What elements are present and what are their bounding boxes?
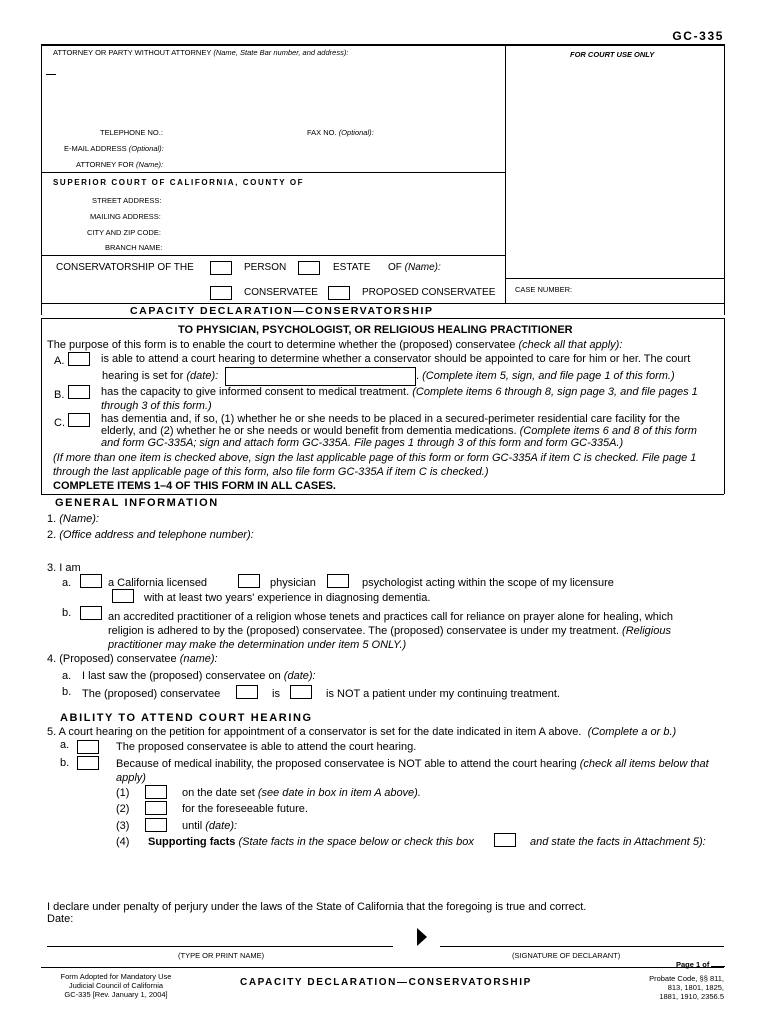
dementia-checkbox[interactable] xyxy=(112,589,134,603)
is-patient-checkbox[interactable] xyxy=(236,685,258,699)
item4b-text: The (proposed) conservatee xyxy=(82,688,221,700)
foreseeable-text: for the foreseeable future. xyxy=(182,803,308,815)
item-a-checkbox[interactable] xyxy=(68,352,90,366)
item2-office: 2. (Office address and telephone number): xyxy=(47,529,254,541)
item4a-label: a. xyxy=(62,670,72,682)
fax-label: FAX NO. (Optional): xyxy=(307,128,374,137)
street-label: STREET ADDRESS: xyxy=(92,196,162,205)
header-right-border xyxy=(724,44,725,315)
to-line: TO PHYSICIAN, PSYCHOLOGIST, OR RELIGIOUS HEALING PRACTITIONER xyxy=(178,324,573,336)
is-text: is xyxy=(272,688,280,700)
not-able-text: Because of medical inability, the proposed conservatee is NOT able to attend the court hearing (check all items below that xyxy=(116,758,709,770)
of-name-label: OF (Name): xyxy=(388,262,441,273)
hearing-date-field[interactable] xyxy=(225,367,416,386)
signature-arrow-icon xyxy=(417,928,427,946)
dementia-text: with at least two years' experience in diagnosing dementia. xyxy=(144,592,431,604)
footer-right-1: Probate Code, §§ 811, xyxy=(649,974,724,983)
physician-text: physician xyxy=(270,577,316,589)
item-c-checkbox[interactable] xyxy=(68,413,90,427)
intro-left-border xyxy=(41,318,42,494)
footer-title: CAPACITY DECLARATION—CONSERVATORSHIP xyxy=(240,977,532,988)
date-set-text: on the date set (see date in box in item A above). xyxy=(182,787,421,799)
footer-left-1: Form Adopted for Mandatory Use xyxy=(60,972,172,981)
declaration-text: I declare under penalty of perjury under the laws of the State of California that the foregoing is true and correct. xyxy=(47,901,587,913)
religious-text3: practitioner may make the determination under item 5 ONLY.) xyxy=(108,639,407,651)
is-not-patient-checkbox[interactable] xyxy=(290,685,312,699)
general-heading: GENERAL INFORMATION xyxy=(55,497,219,509)
item5a-label: a. xyxy=(60,739,70,751)
item-a-hearing: hearing is set for (date): xyxy=(102,370,219,382)
conservatee-checkbox[interactable] xyxy=(210,286,232,300)
item4a-text: I last saw the (proposed) conservatee on (date): xyxy=(82,670,316,682)
item4b-label: b. xyxy=(62,686,72,698)
footer-left-3: GC-335 [Rev. January 1, 2004] xyxy=(64,990,168,999)
item-a-tail: . (Complete item 5, sign, and file page 1 of this form.) xyxy=(416,370,675,382)
item5b-label: b. xyxy=(60,757,70,769)
supporting-facts-text: Supporting facts (State facts in the space below or check this box xyxy=(148,836,474,848)
item5-text: 5. A court hearing on the petition for appointment of a conservator is set for the date indicated in item A above. (Complete a or b.) xyxy=(47,726,677,738)
ability-heading: ABILITY TO ATTEND COURT HEARING xyxy=(60,712,313,724)
item4-label: 4. (Proposed) conservatee (name): xyxy=(47,653,218,665)
attorney-mark xyxy=(46,74,56,75)
item-b-text2: through 3 of this form.) xyxy=(101,400,212,412)
footer-right-2: 813, 1801, 1825, xyxy=(667,983,724,992)
opt3-num: (3) xyxy=(116,820,130,832)
intro-bottom-rule xyxy=(41,494,724,495)
item3-label: 3. I am xyxy=(47,562,81,574)
signature-label: (SIGNATURE OF DECLARANT) xyxy=(512,951,621,960)
item-c-text: has dementia and, if so, (1) whether he or she needs to be placed in a secured-perimeter residential care facility for the xyxy=(101,413,681,425)
item-a-label: A. xyxy=(54,355,65,367)
item-b-text: has the capacity to give informed consent to medical treatment. (Complete items 6 through 8, sign page 3, and file pages 1 xyxy=(101,386,698,398)
city-label: CITY AND ZIP CODE: xyxy=(87,228,161,237)
court-use-label: FOR COURT USE ONLY xyxy=(570,50,655,59)
attachment5-text: and state the facts in Attachment 5): xyxy=(530,836,706,848)
is-not-text: is NOT a patient under my continuing treatment. xyxy=(326,688,560,700)
branch-label: BRANCH NAME: xyxy=(105,243,163,252)
item-c-text2: elderly, and (2) whether he or she needs or would benefit from dementia medications. (Complete items 6 and 8 of this form xyxy=(101,425,697,437)
telephone-label: TELEPHONE NO.: xyxy=(100,128,163,137)
doc-title: CAPACITY DECLARATION—CONSERVATORSHIP xyxy=(130,305,434,317)
court-title: SUPERIOR COURT OF CALIFORNIA, COUNTY OF xyxy=(53,178,305,187)
footer-rule xyxy=(41,967,724,968)
item3a-label: a. xyxy=(62,577,72,589)
date-set-checkbox[interactable] xyxy=(145,785,167,799)
page-number: Page 1 of xyxy=(676,960,725,969)
attorney-for-label: ATTORNEY FOR (Name): xyxy=(76,160,164,169)
item-b-checkbox[interactable] xyxy=(68,385,90,399)
psychologist-checkbox[interactable] xyxy=(327,574,349,588)
rule-case-number xyxy=(505,278,724,279)
person-checkbox[interactable] xyxy=(210,261,232,275)
attorney-label: ATTORNEY OR PARTY WITHOUT ATTORNEY (Name, State Bar number, and address): xyxy=(53,48,349,57)
mailing-label: MAILING ADDRESS: xyxy=(90,212,161,221)
date-label: Date: xyxy=(47,913,74,925)
intro-right-border xyxy=(724,318,725,494)
type-name-label: (TYPE OR PRINT NAME) xyxy=(178,951,265,960)
conservatorship-of-label: CONSERVATORSHIP OF THE xyxy=(56,262,194,273)
able-attend-checkbox[interactable] xyxy=(77,740,99,754)
foreseeable-checkbox[interactable] xyxy=(145,801,167,815)
item1-name: 1. (Name): xyxy=(47,513,99,525)
item-b-label: B. xyxy=(54,389,65,401)
conservatee-label: CONSERVATEE xyxy=(244,287,318,298)
until-text: until (date): xyxy=(182,820,238,832)
header-top-rule xyxy=(41,44,724,46)
rule-court xyxy=(41,172,505,173)
opt2-num: (2) xyxy=(116,803,130,815)
estate-label: ESTATE xyxy=(333,262,371,273)
person-label: PERSON xyxy=(244,262,287,273)
not-able-text2: apply) xyxy=(116,772,146,784)
physician-checkbox[interactable] xyxy=(238,574,260,588)
licensed-text: a California licensed xyxy=(108,577,208,589)
more-than-one-1: (If more than one item is checked above, sign the last applicable page of this form or form GC-335A if item C is checked. File page 1 xyxy=(53,452,697,464)
able-attend-text: The proposed conservatee is able to attend the court hearing. xyxy=(116,741,417,753)
header-left-border xyxy=(41,44,42,315)
signature-line[interactable] xyxy=(440,946,724,947)
rule-conservatorship xyxy=(41,255,505,256)
religious-text2: religion is adhered to by the (proposed) conservatee. The (proposed) conservatee is under my treatment. (Religious xyxy=(108,625,671,637)
purpose-text: The purpose of this form is to enable the court to determine whether the (proposed) conservatee (check all that apply): xyxy=(47,339,623,351)
form-id: GC-335 xyxy=(672,29,724,43)
estate-checkbox[interactable] xyxy=(298,261,320,275)
item3b-label: b. xyxy=(62,607,72,619)
licensed-checkbox[interactable] xyxy=(80,574,102,588)
psychologist-text: psychologist acting within the scope of my licensure xyxy=(362,577,614,589)
opt1-num: (1) xyxy=(116,787,130,799)
not-able-checkbox[interactable] xyxy=(77,756,99,770)
rule-title-top xyxy=(41,303,724,304)
religious-text1: an accredited practitioner of a religion whose tenets and practices call for reliance on prayer alone for healing, which xyxy=(108,611,673,623)
until-checkbox[interactable] xyxy=(145,818,167,832)
email-label: E-MAIL ADDRESS (Optional): xyxy=(64,144,164,153)
rule-title-bottom xyxy=(41,318,724,319)
footer-right-3: 1881, 1910, 2356.5 xyxy=(659,992,724,1001)
item-c-text3: and form GC-335A; sign and attach form GC-335A. File pages 1 through 3 of this form and form GC-335A.) xyxy=(101,437,624,449)
header-divider xyxy=(505,44,506,303)
proposed-conservatee-label: PROPOSED CONSERVATEE xyxy=(362,287,496,298)
religious-checkbox[interactable] xyxy=(80,606,102,620)
complete-items: COMPLETE ITEMS 1–4 OF THIS FORM IN ALL CASES. xyxy=(53,480,336,492)
case-number-label: CASE NUMBER: xyxy=(515,285,573,294)
opt4-num: (4) xyxy=(116,836,130,848)
item-a-text: is able to attend a court hearing to determine whether a conservator should be appointed to care for him or her. The court xyxy=(101,353,691,365)
proposed-conservatee-checkbox[interactable] xyxy=(328,286,350,300)
name-line xyxy=(47,946,393,947)
attachment5-checkbox[interactable] xyxy=(494,833,516,847)
item-c-label: C. xyxy=(54,417,65,429)
more-than-one-2: through the last applicable page of this form, also file form GC-335A if item C is checked.) xyxy=(53,466,489,478)
footer-left-2: Judicial Council of California xyxy=(68,981,164,990)
